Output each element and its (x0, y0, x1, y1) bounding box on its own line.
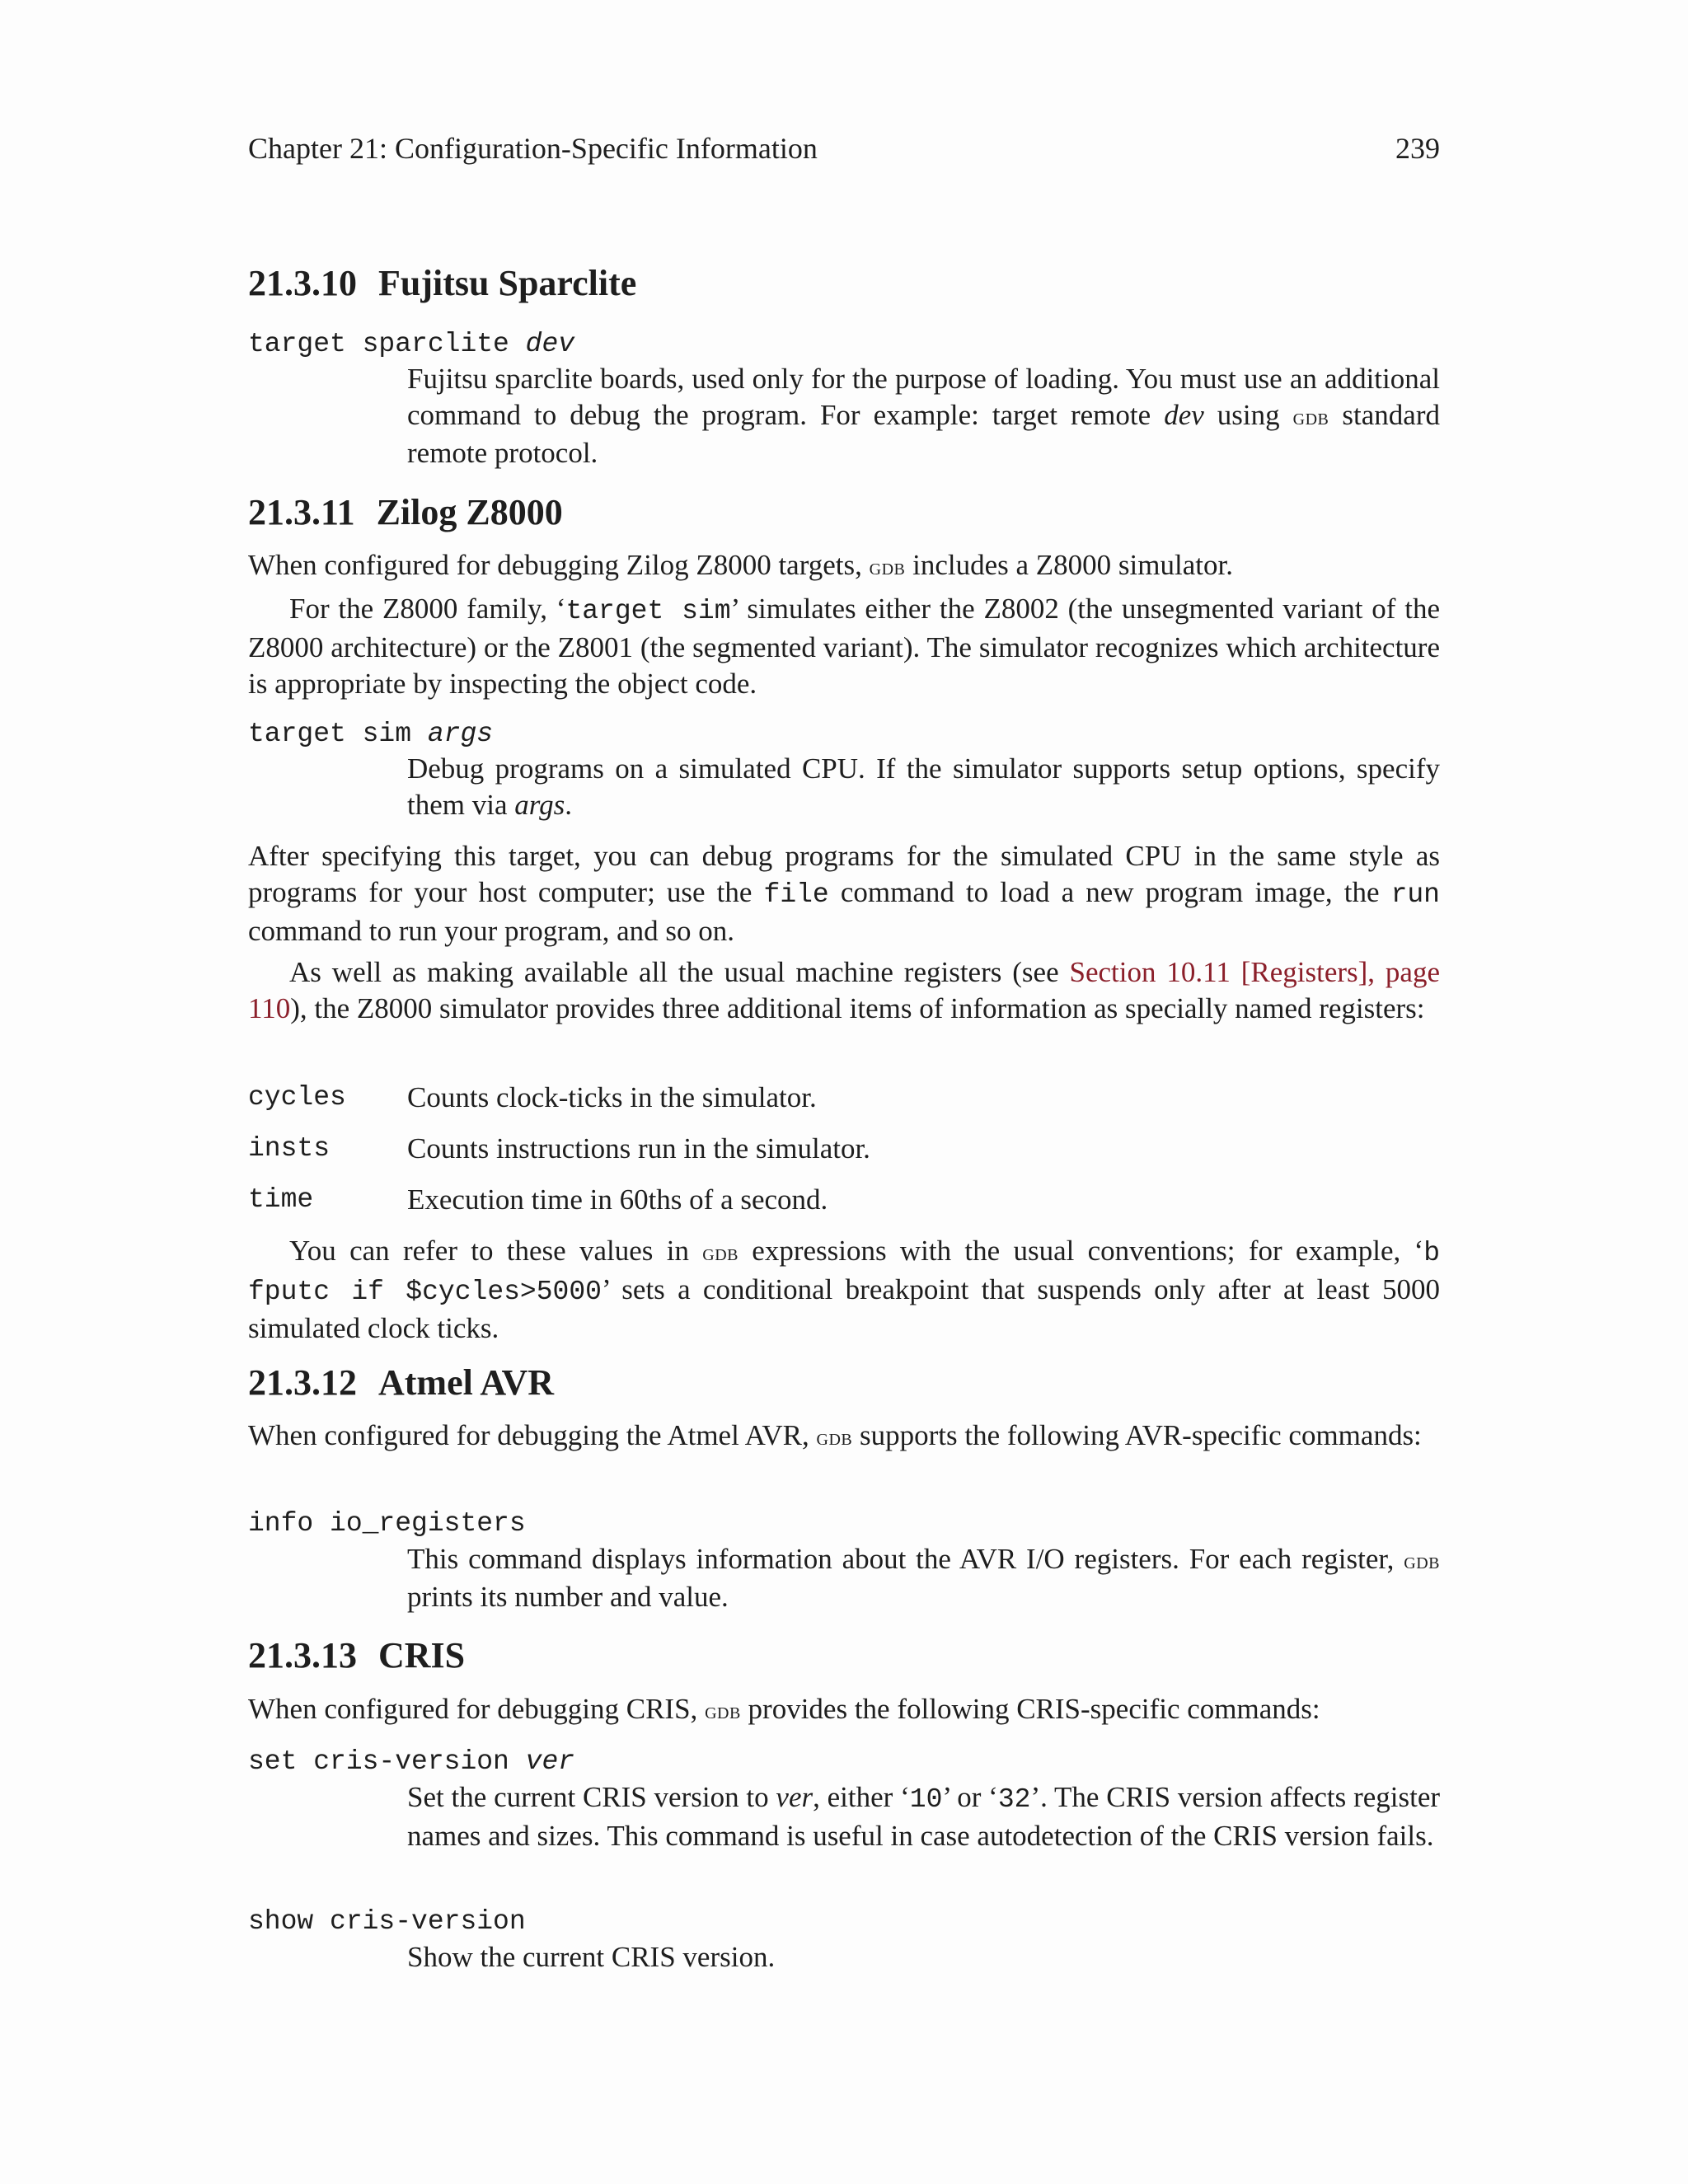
term-insts: insts (248, 1133, 331, 1164)
text: supports the following AVR-specific commands: (852, 1419, 1422, 1451)
code-file: file (763, 879, 829, 910)
page-number: 239 (1395, 132, 1440, 165)
term-command: target sim (248, 719, 412, 749)
term-command: target sparclite (248, 329, 509, 359)
definition-io-registers (407, 1541, 1440, 1615)
var: args (514, 789, 565, 821)
term-set-cris-version (248, 1744, 574, 1780)
chapter-title: Chapter 21: Configuration-Specific Information (248, 132, 818, 165)
var: dev (1164, 399, 1204, 431)
text: Set the current CRIS version to (407, 1781, 776, 1813)
text: command to load a new program image, the (828, 876, 1391, 908)
definition-time: Execution time in 60ths of a second. (407, 1183, 828, 1216)
section-number: 21.3.12 (248, 1362, 357, 1403)
text: You can refer to these values in (289, 1235, 703, 1267)
code: 10 (909, 1784, 943, 1815)
paragraph-cris-intro (248, 1691, 1440, 1729)
definition-insts: Counts instructions run in the simulator. (407, 1132, 870, 1165)
gdb-smallcaps: gdb (869, 554, 906, 580)
running-header (248, 127, 1440, 170)
term-show-cris-version: show cris-version (248, 1906, 526, 1937)
cross-reference-link[interactable]: Section 10.11 [Registers], page 110 (248, 956, 1440, 1024)
term-command: set cris-version (248, 1746, 509, 1777)
term-cycles: cycles (248, 1082, 346, 1113)
section-title: Fujitsu Sparclite (378, 263, 637, 303)
text: This command displays information about the AVR I/O registers. For each register, (407, 1543, 1404, 1575)
section-heading-sparclite (248, 260, 636, 307)
term-arg: args (427, 719, 494, 749)
gdb-smallcaps: gdb (705, 1698, 741, 1724)
text: ’ or ‘ (942, 1781, 998, 1813)
section-title: CRIS (378, 1635, 466, 1675)
text: , either ‘ (813, 1781, 910, 1813)
text: ’ simulates either the Z8002 (the unsegmented variant of the Z8000 architecture) or the Z8001 (the segmented variant). The simulator recognizes which architecture is appropriate by inspecting the object code. (248, 593, 1440, 700)
term-target-sim (248, 716, 493, 752)
paragraph-registers (248, 954, 1440, 1027)
code: target sim (565, 596, 731, 626)
text: When configured for debugging the Atmel AVR, (248, 1419, 817, 1451)
gdb-smallcaps: gdb (816, 1424, 853, 1451)
text: includes a Z8000 simulator. (905, 549, 1233, 581)
term-time: time (248, 1184, 314, 1215)
term-target-sparclite (248, 326, 574, 363)
paragraph-avr-intro (248, 1418, 1440, 1455)
text: prints its number and value. (407, 1581, 729, 1613)
text: . (565, 789, 572, 821)
text: When configured for debugging CRIS, (248, 1693, 706, 1725)
text: provides the following CRIS-specific commands: (740, 1693, 1320, 1725)
definition-sparclite (407, 361, 1440, 471)
paragraph-z8000-intro (248, 547, 1440, 585)
section-title: Atmel AVR (378, 1362, 555, 1403)
code: b fputc if $cycles>5000 (248, 1238, 1440, 1307)
text: Debug programs on a simulated CPU. If the simulator supports setup options, specify them via (407, 752, 1440, 821)
paragraph-gdb-expressions (248, 1233, 1440, 1347)
text: standard remote protocol. (407, 399, 1440, 469)
definition-set-cris-version (407, 1779, 1440, 1854)
section-heading-cris (248, 1633, 465, 1679)
code-run: run (1390, 879, 1440, 910)
text: When configured for debugging Zilog Z8000 targets, (248, 549, 870, 581)
text: command to run your program, and so on. (248, 915, 735, 947)
definition-cycles: Counts clock-ticks in the simulator. (407, 1081, 817, 1113)
term-info-io-registers: info io_registers (248, 1508, 526, 1539)
text: expressions with the usual conventions; for example, ‘ (738, 1235, 1424, 1267)
code: 32 (997, 1784, 1031, 1815)
var: ver (776, 1781, 814, 1813)
text: After specifying this target, you can debug programs for the simulated CPU in the same style as programs for your host computer; use the (248, 840, 1440, 908)
text: ), the Z8000 simulator provides three additional items of information as specially named registers: (290, 992, 1425, 1024)
section-number: 21.3.13 (248, 1635, 357, 1675)
section-number: 21.3.10 (248, 263, 357, 303)
definition-show-cris-version: Show the current CRIS version. (407, 1941, 776, 1973)
gdb-smallcaps: gdb (702, 1240, 738, 1266)
term-arg: ver (525, 1746, 575, 1777)
definition-target-sim (407, 751, 1440, 823)
paragraph-z8000-family (248, 591, 1440, 702)
section-number: 21.3.11 (248, 492, 355, 532)
text: ’. The CRIS version affects register names and sizes. This command is useful in case autodetection of the CRIS version fails. (407, 1781, 1441, 1852)
text: As well as making available all the usual machine registers (see (289, 956, 1070, 988)
gdb-smallcaps: gdb (1292, 404, 1329, 430)
section-title: Zilog Z8000 (376, 492, 563, 532)
text: ’ sets a conditional breakpoint that suspends only after at least 5000 simulated clock ticks. (248, 1273, 1440, 1344)
gdb-smallcaps: gdb (1404, 1548, 1440, 1574)
text: using (1203, 399, 1293, 431)
section-heading-avr (248, 1360, 554, 1406)
paragraph-after-target (248, 838, 1440, 949)
text: Fujitsu sparclite boards, used only for the purpose of loading. You must use an additional command to debug the program. For example: target remote (407, 363, 1440, 431)
section-heading-z8000 (248, 490, 563, 536)
term-arg: dev (525, 329, 575, 359)
text: For the Z8000 family, ‘ (289, 593, 566, 625)
